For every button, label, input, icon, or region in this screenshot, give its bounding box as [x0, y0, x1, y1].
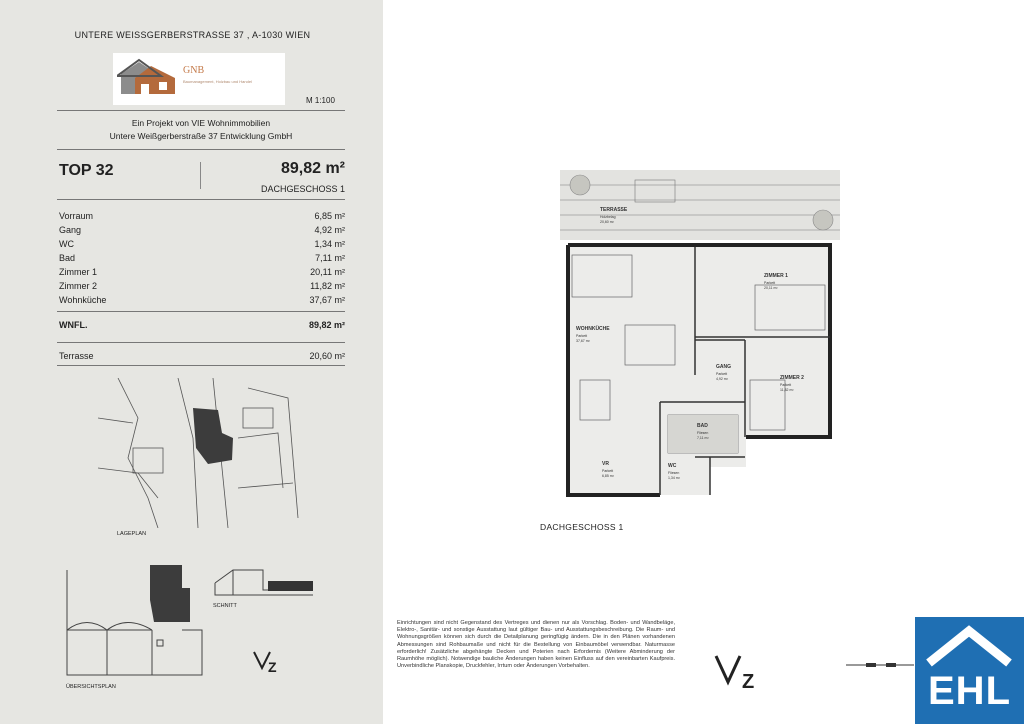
floor-plan: [540, 165, 850, 520]
list-item: Gang 4,92 m²: [59, 225, 345, 235]
svg-text:Holzbelag: Holzbelag: [600, 215, 616, 219]
svg-text:ZIMMER 1: ZIMMER 1: [764, 273, 788, 279]
overview-label: ÜBERSICHTSPLAN: [66, 684, 116, 690]
svg-text:1,34 m²: 1,34 m²: [668, 476, 680, 480]
room-list: [59, 209, 345, 307]
house-logo-icon: [117, 56, 181, 102]
vertical-divider: [200, 162, 201, 189]
svg-text:4,92 m²: 4,92 m²: [716, 377, 728, 381]
house-roof-icon: [915, 621, 1024, 671]
total-area-row: WNFL. 89,82 m²: [59, 320, 345, 330]
list-item: WC 1,34 m²: [59, 239, 345, 249]
address: UNTERE WEISSGERBERSTRASSE 37 , A-1030 WIEN: [74, 30, 311, 40]
ehl-logo-text: EHL: [928, 669, 1011, 713]
list-item: Bad 7,11 m²: [59, 253, 345, 263]
svg-text:Parkett: Parkett: [716, 372, 728, 376]
logo-name: GNB: [183, 65, 205, 76]
divider: [57, 311, 345, 312]
info-sidebar: [0, 0, 383, 724]
svg-text:ZIMMER 2: ZIMMER 2: [780, 375, 804, 381]
svg-text:Fliesen: Fliesen: [668, 471, 680, 475]
terrace-area: [560, 170, 840, 240]
svg-text:Parkett: Parkett: [764, 281, 776, 285]
project-line-1: Ein Projekt von VIE Wohnimmobilien: [131, 118, 271, 128]
plant-icon: [813, 210, 833, 230]
list-item: Zimmer 2 11,82 m²: [59, 281, 345, 291]
svg-text:7,11 m²: 7,11 m²: [697, 436, 709, 440]
svg-text:WC: WC: [668, 463, 677, 469]
list-item: Zimmer 1 20,11 m²: [59, 267, 345, 277]
divider: [57, 149, 345, 150]
svg-text:Parkett: Parkett: [602, 469, 614, 473]
svg-text:Z: Z: [742, 671, 755, 692]
divider: [57, 365, 345, 366]
svg-text:Parkett: Parkett: [780, 383, 792, 387]
svg-text:20,11 m²: 20,11 m²: [764, 286, 778, 290]
schnitt-label: SCHNITT: [213, 603, 237, 609]
svg-text:20,60 m²: 20,60 m²: [600, 220, 614, 224]
svg-text:VR: VR: [602, 461, 609, 467]
svg-text:11,82 m²: 11,82 m²: [780, 388, 794, 392]
divider: [57, 110, 345, 111]
svg-text:37,67 m²: 37,67 m²: [576, 339, 590, 343]
list-item: Wohnküche 37,67 m²: [59, 295, 345, 305]
project-info: [57, 117, 345, 143]
disclaimer-text: Einrichtungen sind nicht Gegenstand des Vertreges und dienen nur als Vorschlag. Boden- und Wandbeläge, Elektro-, Sanitär- und sonstige Ausstattung laut gültiger Bau- und Ausstattungsbeschreibung. Die Raum- und Wohnungsgrößen können sich durch die Detailplanung geringfügig ändern. Die in den Plänen vorhandenen Abmessungen sind Rohbaumaße und nicht für die Bestellung von Einbaumöbel verwendbar. Naturmasse erforderlich! Zusätzliche abgehängte Decken und Poterien nach Erfordernis (Weitere Abminderung der Raumhöhe möglich). Notwendige bauliche Änderungen haben keinen Einfluss auf den vereinbarten Kaufpreis. Unverbindliche Planskopie, Druckfehler, Irrtum oder Änderungen Vorbehalten.: [397, 620, 675, 670]
unit-floor: DACHGESCHOSS 1: [260, 184, 345, 194]
floor-plan-title: DACHGESCHOSS 1: [540, 522, 624, 532]
svg-text:6,85 m²: 6,85 m²: [602, 474, 614, 478]
unit-number: TOP 32: [59, 162, 114, 179]
plant-icon: [570, 175, 590, 195]
list-item: Vorraum 6,85 m²: [59, 211, 345, 221]
scale-bar-icon: [846, 660, 916, 670]
unit-area: 89,82 m²: [280, 160, 345, 177]
svg-text:Parkett: Parkett: [576, 334, 588, 338]
svg-text:Fliesen: Fliesen: [697, 431, 709, 435]
divider: [57, 342, 345, 343]
section-drawing: [213, 565, 323, 605]
developer-logo: [113, 53, 285, 105]
svg-text:Z: Z: [268, 659, 277, 674]
lageplan-label: LAGEPLAN: [117, 531, 147, 537]
divider: [57, 199, 345, 200]
north-arrow-icon: [250, 648, 280, 674]
svg-text:WOHNKÜCHE: WOHNKÜCHE: [576, 326, 610, 332]
svg-text:GANG: GANG: [716, 364, 731, 370]
north-arrow-icon: [710, 650, 770, 692]
svg-text:TERRASSE: TERRASSE: [600, 207, 628, 213]
terrace-row: Terrasse 20,60 m²: [59, 351, 345, 361]
ehl-logo: [915, 617, 1024, 724]
overview-plan: [62, 560, 212, 680]
svg-text:BAD: BAD: [697, 423, 708, 429]
project-line-2: Untere Weißgerberstraße 37 Entwicklung GmbH: [109, 131, 293, 141]
logo-tagline: Baumanagement, Holzbau und Handel: [183, 79, 252, 84]
site-plan-map: [98, 378, 308, 528]
scale-label: M 1:100: [306, 96, 335, 105]
